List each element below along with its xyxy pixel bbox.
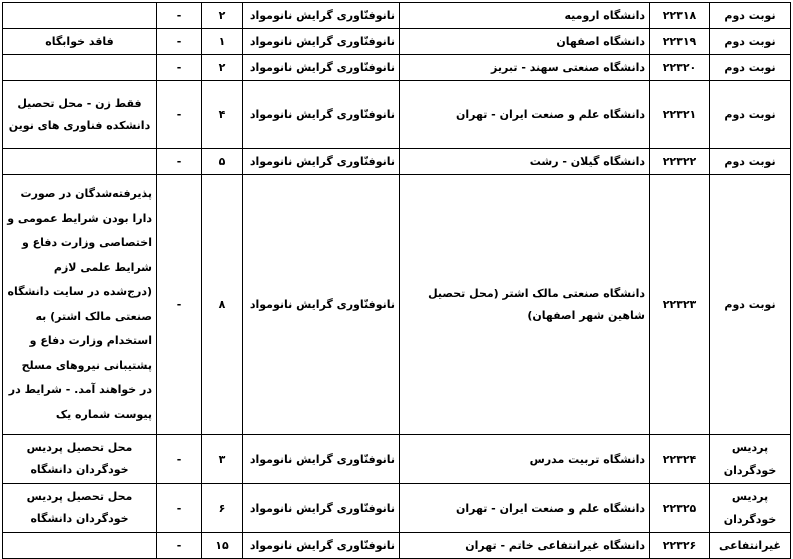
code-cell: ۲۲۳۲۰ (650, 55, 710, 81)
dash-cell: - (157, 29, 202, 55)
program-type-cell: نوبت دوم (710, 3, 791, 29)
note-cell: محل تحصیل پردیس خودگردان دانشگاه (3, 435, 157, 484)
note-cell: محل تحصیل پردیس خودگردان دانشگاه (3, 484, 157, 533)
program-type-cell: غیرانتفاعی (710, 533, 791, 559)
program-type-cell: نوبت دوم (710, 149, 791, 175)
code-cell: ۲۲۳۱۸ (650, 3, 710, 29)
university-cell: دانشگاه گیلان - رشت (400, 149, 650, 175)
table-row (3, 55, 791, 81)
note-cell: فقط زن - محل تحصیل دانشکده فناوری های نوین (3, 81, 157, 149)
table-row (3, 29, 791, 55)
dash-cell: - (157, 149, 202, 175)
code-cell: ۲۲۳۲۳ (650, 175, 710, 435)
note-cell (3, 149, 157, 175)
note-cell: پذیرفته‌شدگان در صورت دارا بودن شرایط عمومی و اختصاصی وزارت دفاع و شرایط علمی لازم (درج‌شده در سایت دانشگاه صنعتی مالک اشتر) به استخدام وزارت دفاع و پشتیبانی نیروهای مسلح در خواهند آمد. - شرایط در پیوست شماره یک (3, 175, 157, 435)
code-cell: ۲۲۳۲۲ (650, 149, 710, 175)
capacity-cell: ۶ (202, 484, 243, 533)
university-cell: دانشگاه صنعتی سهند - تبریز (400, 55, 650, 81)
field-cell: نانوفنّاوری گرایش نانومواد (243, 533, 400, 559)
capacity-cell: ۵ (202, 149, 243, 175)
field-cell: نانوفنّاوری گرایش نانومواد (243, 81, 400, 149)
field-cell: نانوفنّاوری گرایش نانومواد (243, 3, 400, 29)
dash-cell: - (157, 484, 202, 533)
dash-cell: - (157, 533, 202, 559)
table-row (3, 3, 791, 29)
field-cell: نانوفنّاوری گرایش نانومواد (243, 149, 400, 175)
table-row (3, 149, 791, 175)
code-cell: ۲۲۳۲۶ (650, 533, 710, 559)
capacity-cell: ۲ (202, 55, 243, 81)
field-cell: نانوفنّاوری گرایش نانومواد (243, 484, 400, 533)
capacity-cell: ۱۵ (202, 533, 243, 559)
note-cell (3, 3, 157, 29)
note-cell: فاقد خوابگاه (3, 29, 157, 55)
table-row (3, 533, 791, 559)
dash-cell: - (157, 435, 202, 484)
code-cell: ۲۲۳۲۵ (650, 484, 710, 533)
admissions-table (2, 2, 791, 559)
field-cell: نانوفنّاوری گرایش نانومواد (243, 435, 400, 484)
university-cell: دانشگاه غیرانتفاعی خاتم - تهران (400, 533, 650, 559)
university-cell: دانشگاه اصفهان (400, 29, 650, 55)
program-type-cell: نوبت دوم (710, 175, 791, 435)
program-type-cell: نوبت دوم (710, 81, 791, 149)
university-cell: دانشگاه علم و صنعت ایران - تهران (400, 81, 650, 149)
field-cell: نانوفنّاوری گرایش نانومواد (243, 29, 400, 55)
code-cell: ۲۲۳۲۱ (650, 81, 710, 149)
capacity-cell: ۴ (202, 81, 243, 149)
dash-cell: - (157, 81, 202, 149)
table-row (3, 175, 791, 435)
dash-cell: - (157, 175, 202, 435)
dash-cell: - (157, 55, 202, 81)
program-type-cell: نوبت دوم (710, 55, 791, 81)
university-cell: دانشگاه تربیت مدرس (400, 435, 650, 484)
program-type-cell: پردیس خودگردان (710, 435, 791, 484)
note-cell (3, 533, 157, 559)
table-row (3, 435, 791, 484)
university-cell: دانشگاه صنعتی مالک اشتر (محل تحصیل شاهین شهر اصفهان) (400, 175, 650, 435)
program-type-cell: پردیس خودگردان (710, 484, 791, 533)
code-cell: ۲۲۳۱۹ (650, 29, 710, 55)
university-cell: دانشگاه علم و صنعت ایران - تهران (400, 484, 650, 533)
dash-cell: - (157, 3, 202, 29)
capacity-cell: ۳ (202, 435, 243, 484)
capacity-cell: ۲ (202, 3, 243, 29)
capacity-cell: ۱ (202, 29, 243, 55)
code-cell: ۲۲۳۲۴ (650, 435, 710, 484)
capacity-cell: ۸ (202, 175, 243, 435)
program-type-cell: نوبت دوم (710, 29, 791, 55)
note-cell (3, 55, 157, 81)
university-cell: دانشگاه ارومیه (400, 3, 650, 29)
table-row (3, 484, 791, 533)
field-cell: نانوفنّاوری گرایش نانومواد (243, 55, 400, 81)
field-cell: نانوفنّاوری گرایش نانومواد (243, 175, 400, 435)
table-row (3, 81, 791, 149)
